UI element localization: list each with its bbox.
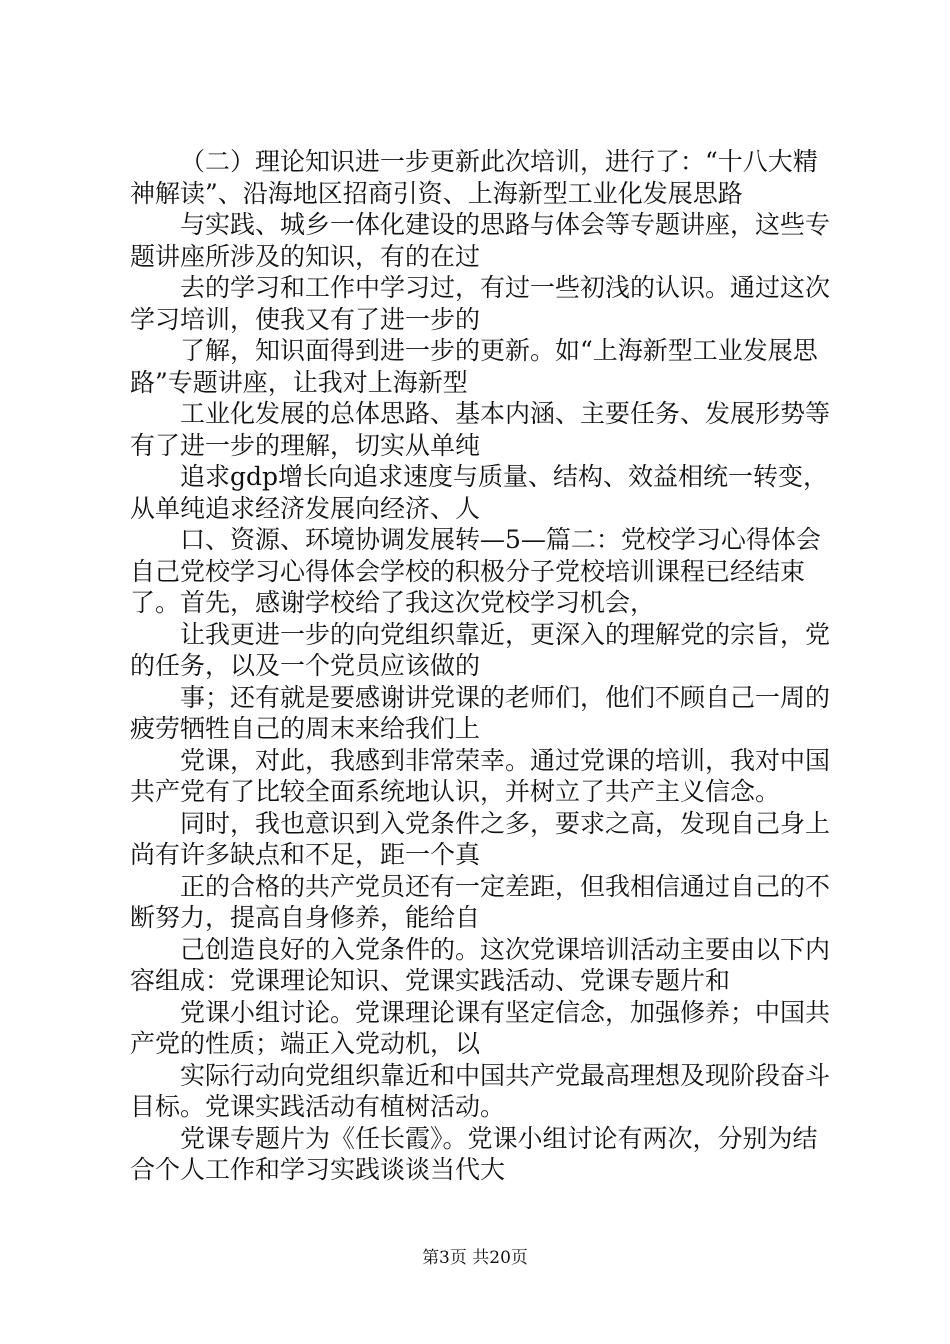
paragraph: 党课专题片为《任长霞》。党课小组讨论有两次，分别为结合个人工作和学习实践谈谈当代大 [130, 1123, 818, 1184]
document-body [130, 146, 830, 1186]
paragraph: 党课，对此，我感到非常荣幸。通过党课的培训，我对中国共产党有了比较全面系统地认识，并树立了共产主义信念。 [130, 745, 831, 806]
paragraph: 口、资源、环境协调发展转—5—篇二：党校学习心得体会自己党校学习心得体会学校的积极分子党校培训课程已经结束了。首先，感谢学校给了我这次党校学习机会， [130, 525, 821, 617]
paragraph: 实际行动向党组织靠近和中国共产党最高理想及现阶段奋斗目标。党课实践活动有植树活动。 [130, 1060, 831, 1121]
paragraph: 让我更进一步的向党组织靠近，更深入的理解党的宗旨，党的任务，以及一个党员应该做的 [130, 619, 831, 680]
paragraph: 己创造良好的入党条件的。这次党课培训活动主要由以下内容组成：党课理论知识、党课实践活动、党课专题片和 [130, 934, 831, 995]
paragraph: 同时，我也意识到入党条件之多，要求之高，发现自己身上尚有许多缺点和不足，距一个真 [130, 808, 831, 869]
paragraph: 党课小组讨论。党课理论课有坚定信念，加强修养；中国共产党的性质；端正入党动机，以 [130, 997, 831, 1058]
paragraph: 了解，知识面得到进一步的更新。如“上海新型工业发展思路”专题讲座，让我对上海新型 [130, 336, 818, 397]
page-number-footer: 第3页 共20页 [422, 1248, 528, 1268]
paragraph: 工业化发展的总体思路、基本内涵、主要任务、发展形势等有了进一步的理解，切实从单纯 [130, 399, 831, 460]
paragraph: （二）理论知识进一步更新此次培训，进行了：“十八大精神解读”、沿海地区招商引资、上海新型工业化发展思路 [130, 147, 818, 208]
paragraph: 追求gdp增长向追求速度与质量、结构、效益相统一转变，从单纯追求经济发展向经济、人 [130, 462, 829, 523]
paragraph: 事；还有就是要感谢讲党课的老师们，他们不顾自己一周的疲劳牺牲自己的周末来给我们上 [130, 682, 831, 743]
paragraph: 去的学习和工作中学习过，有过一些初浅的认识。通过这次学习培训，使我又有了进一步的 [130, 273, 831, 334]
paragraph: 与实践、城乡一体化建设的思路与体会等专题讲座，这些专题讲座所涉及的知识，有的在过 [130, 210, 831, 271]
paragraph: 正的合格的共产党员还有一定差距，但我相信通过自己的不断努力，提高自身修养，能给自 [130, 871, 831, 932]
